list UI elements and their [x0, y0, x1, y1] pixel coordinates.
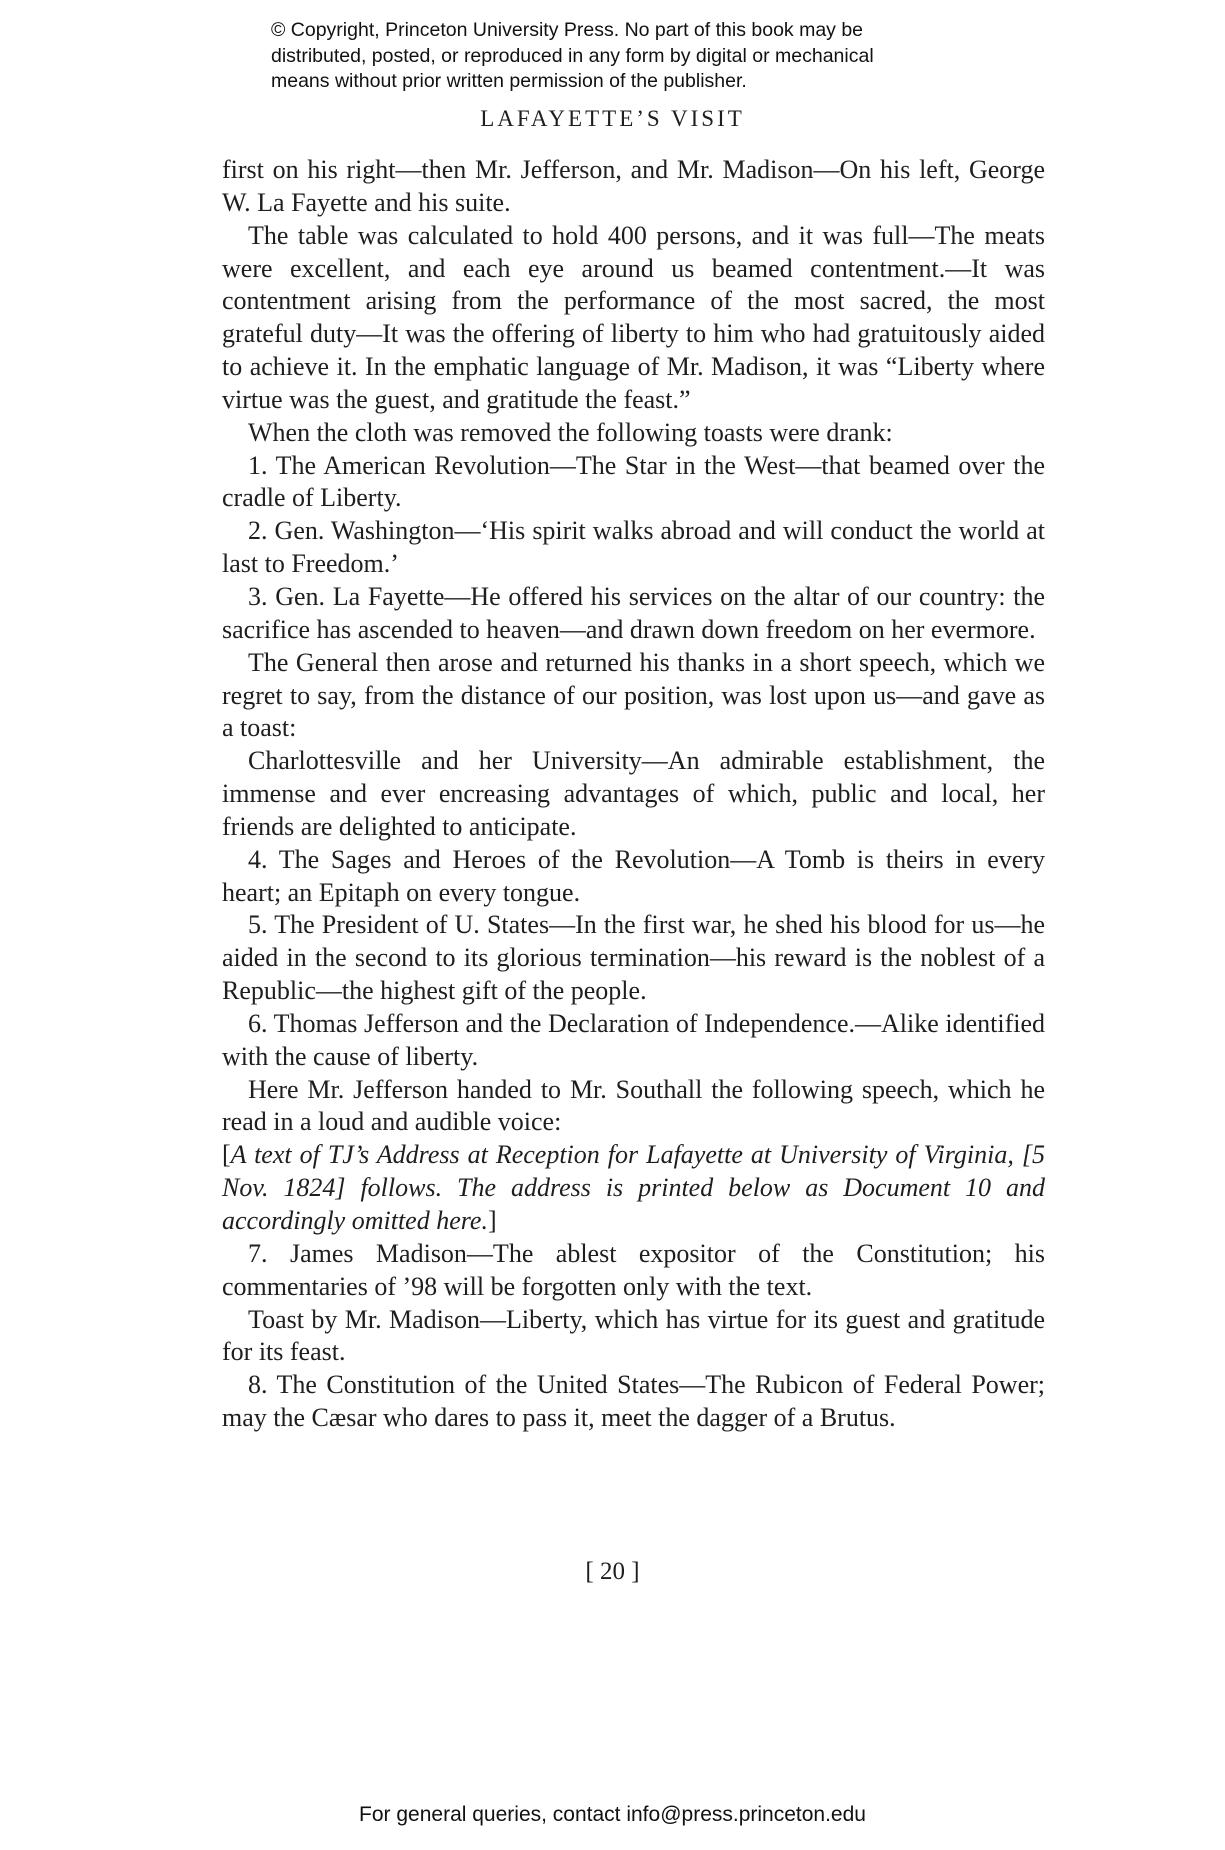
copyright-line: means without prior written permission of the publisher.: [271, 70, 747, 92]
toast-paragraph: 5. The President of U. States—In the first war, he shed his blood for us—he aided in the second to its glorious termination—his reward is the noblest of a Republic—the highest gift of the people.: [222, 910, 1045, 1006]
toast-paragraph: 2. Gen. Washington—‘His spirit walks abroad and will conduct the world at last to Freedom.’: [222, 516, 1045, 579]
paragraph: Here Mr. Jefferson handed to Mr. Southall the following speech, which he read in a loud and audible voice:: [222, 1074, 1045, 1137]
editorial-note-text: A text of TJ’s Address at Reception for Lafayette at University of Virginia, [5 Nov. 1824] follows. The address is printed below as Document 10 and accordingly omitted here.: [222, 1140, 1045, 1235]
bracket-open: [: [222, 1140, 231, 1170]
body-text: [222, 154, 1045, 1435]
bracket-close: ]: [487, 1206, 497, 1235]
toast-paragraph: Charlottesville and her University—An admirable establishment, the immense and ever encreasing advantages of which, public and local, her friends are delighted to anticipate.: [222, 746, 1045, 841]
toast-paragraph: 7. James Madison—The ablest expositor of the Constitution; his commentaries of ’98 will be forgotten only with the text.: [222, 1238, 1045, 1301]
editorial-note: [222, 1139, 1045, 1238]
toast-paragraph: Toast by Mr. Madison—Liberty, which has virtue for its guest and gratitude for its feast.: [222, 1304, 1045, 1367]
page-number: [ 20 ]: [585, 1558, 640, 1585]
toast-paragraph: 8. The Constitution of the United States—The Rubicon of Federal Power; may the Cæsar who dares to pass it, meet the dagger of a Brutus.: [222, 1370, 1045, 1433]
toast-paragraph: 6. Thomas Jefferson and the Declaration of Independence.—Alike identified with the cause of liberty.: [222, 1008, 1045, 1071]
footer-contact: For general queries, contact info@press.princeton.edu: [359, 1803, 866, 1826]
toast-paragraph: 4. The Sages and Heroes of the Revolution—A Tomb is theirs in every heart; an Epitaph on every tongue.: [222, 844, 1045, 907]
toast-paragraph: 1. The American Revolution—The Star in the West—that beamed over the cradle of Liberty.: [222, 450, 1045, 513]
paragraph: When the cloth was removed the following toasts were drank:: [248, 417, 893, 447]
copyright-line: © Copyright, Princeton University Press. No part of this book may be: [271, 19, 864, 41]
paragraph: first on his right—then Mr. Jefferson, and Mr. Madison—On his left, George W. La Fayette and his suite.: [222, 155, 1045, 217]
toast-paragraph: 3. Gen. La Fayette—He offered his services on the altar of our country: the sacrifice has ascended to heaven—and drawn down freedom on her evermore.: [222, 581, 1045, 644]
running-head: LAFAYETTE’S VISIT: [480, 106, 745, 131]
paragraph: The General then arose and returned his thanks in a short speech, which we regret to say, from the distance of our position, was lost upon us—and gave as a toast:: [222, 647, 1045, 743]
paragraph: The table was calculated to hold 400 persons, and it was full—The meats were excellent, and each eye around us beamed contentment.—It was contentment arising from the performance of the most sacred, the most grateful duty—It was the offering of liberty to him who had gratuitously aided to achieve it. In the emphatic language of Mr. Madison, it was “Liberty where virtue was the guest, and gratitude the feast.”: [222, 220, 1045, 414]
copyright-notice: [271, 18, 1031, 95]
copyright-line: distributed, posted, or reproduced in any form by digital or mechanical: [271, 44, 874, 67]
